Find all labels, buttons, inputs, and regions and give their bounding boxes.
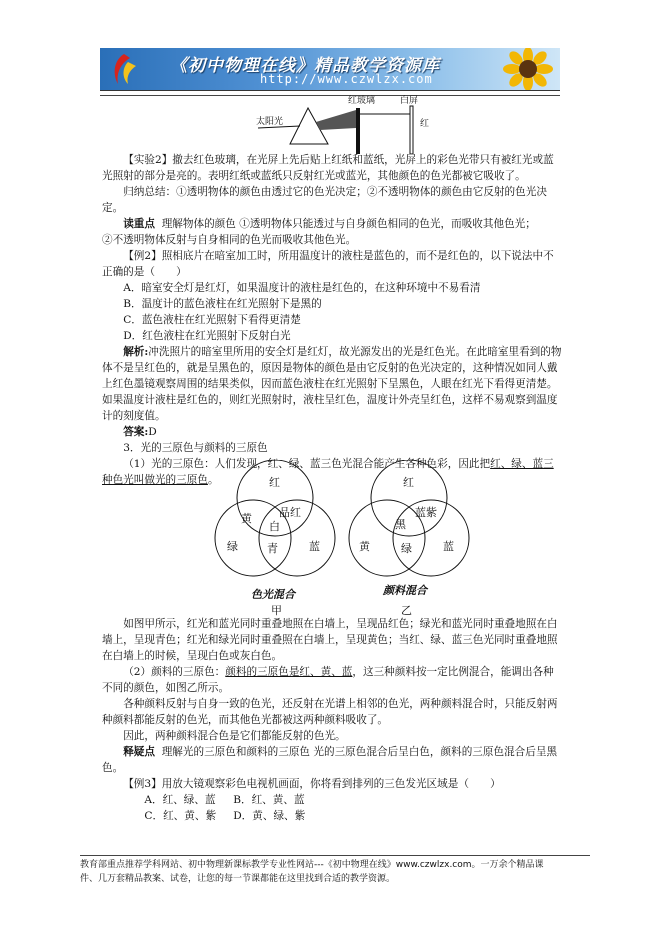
example-2-option-b: B．温度计的蓝色液柱在红光照射下是黑的	[123, 298, 322, 310]
sec3-p1-underlined: 红、绿、蓝三种色光叫做光的三原色	[102, 458, 554, 486]
venn-light-magenta: 品红	[279, 506, 301, 519]
key-point-2: ②不透明物体反射与自身相同的色光而吸收其他色光。	[102, 234, 357, 246]
venn-light-caption: 色光混合	[251, 588, 295, 601]
answer	[102, 424, 564, 440]
venn-pigment-caption: 颜料混合	[383, 584, 427, 597]
sec3-p1-post: 。	[207, 474, 219, 486]
explain-text: 理解光的三原色和颜料的三原色 光的三原色混合后呈白色，颜料的三原色混合后呈黑色。	[102, 746, 558, 774]
example-3-option-a: A．红、绿、蓝	[144, 794, 216, 806]
red-glass-plate	[356, 108, 360, 154]
figure-description: 如图甲所示，红光和蓝光同时重叠地照在白墙上，呈现品红色；绿光和蓝光同时重叠地照在白墙上，呈现青色；红光和绿光同时重叠照在白墙上，呈现黄色；当红、绿、蓝三色光同时重叠地照在白墙上的时候，呈现白色或灰白色。	[102, 618, 558, 662]
section-3-title: 3．光的三原色与颜料的三原色	[123, 442, 268, 454]
experiment-2: 【实验2】撤去红色玻璃，在光屏上先后贴上红纸和蓝纸，光屏上的彩色光带只有被红光或蓝光照射的部分是亮的。表明红纸或蓝纸只反射红光或蓝光，其他颜色的色光都被它吸收了。	[102, 154, 554, 182]
label-red-glass: 红玻璃	[348, 96, 376, 106]
example-3-option-d: D．黄、绿、紫	[233, 810, 306, 822]
venn-pigment-red: 红	[403, 476, 414, 489]
footer-line-1: 教育部重点推荐学科网站、初中物理新课标教学专业性网站---《初中物理在线》www.czwlzx.com。一万余个精品课	[80, 860, 544, 870]
example-2-option-a: A．暗室安全灯是红灯，如果温度计的液柱是红色的，在这种环境中不易看清	[123, 282, 481, 294]
key-label: 读重点	[123, 218, 155, 230]
sunflower-icon	[502, 48, 554, 90]
venn-pigment-black: 黑	[395, 518, 406, 531]
sec3-p2-post: ，这三种颜料按一定比例混合，能调出各种不同的颜色，如图乙所示。	[102, 666, 554, 694]
venn-pigment-green: 绿	[401, 542, 412, 555]
venn-pigment-yellow: 黄	[359, 540, 370, 553]
example-3-option-b: B．红、黄、蓝	[233, 794, 305, 806]
answer-value: D	[148, 426, 157, 438]
pigment-paragraph: 各种颜料反射与自身一致的色光，还反射在光谱上相邻的色光，两种颜料混合时，只能反射两种颜料都能反射的色光，而其他色光都被这两种颜料吸收了。	[102, 698, 558, 726]
venn-light-blue: 蓝	[309, 540, 320, 553]
white-screen	[410, 106, 413, 154]
label-white-screen: 白屏	[400, 96, 419, 106]
label-red: 红	[420, 119, 430, 129]
pigment-paragraph-2: 因此，两种颜料混合色是它们都能反射的色光。	[123, 730, 346, 742]
example-2-question: 【例2】照相底片在暗室加工时，所用温度计的液柱是蓝色的，而不是红色的，以下说法中不正确的是（ ）	[102, 250, 554, 278]
light-band	[316, 110, 356, 130]
venn-pigment-sublabel: 乙	[401, 604, 412, 617]
explain-label: 释疑点	[123, 746, 155, 758]
footer-line-2: 件、几万套精品教案、试卷，让您的每一节课都能在这里找到合适的教学资源。	[80, 874, 396, 884]
banner-title: 《初中物理在线》精品教学资源库	[170, 56, 440, 76]
venn-light-sublabel: 甲	[271, 604, 282, 617]
venn-light-yellow: 黄	[241, 512, 252, 525]
sec3-p2-underlined: 颜料的三原色是红、黄、蓝	[225, 666, 353, 678]
analysis-text: 冲洗照片的暗室里所用的安全灯是红灯，故光源发出的光是红色光。在此暗室里看到的物体不是呈红色的，就是呈黑色的，原因是物体的颜色是由它反射的色光决定的，这种情况如同人戴上红色墨镜观察周围的结果类似，因而蓝色液柱在红光照射下呈黑色，人眼在红光下看得更清楚。如果温度计液柱是红色的，则红光照射时，液柱呈红色，温度计外壳呈红色，这样不易观察到温度计的刻度值。	[102, 346, 562, 422]
example-2-option-d: D．红色液柱在红光照射下反射白光	[123, 330, 291, 342]
sec3-p1-pre: （1）光的三原色：人们发现，红、绿、蓝三色光混合能产生各种色彩，因此把	[123, 458, 491, 470]
example-2-option-c: C．蓝色液柱在红光照射下看得更清楚	[123, 314, 301, 326]
site-logo-icon	[104, 50, 144, 88]
venn-pigment-circle-yellow	[349, 500, 425, 576]
venn-light-red: 红	[269, 476, 280, 489]
example-3-options-row-2	[102, 808, 564, 824]
venn-light-cyan: 青	[267, 542, 278, 555]
page-footer	[80, 855, 590, 886]
venn-pigment-bluepurple: 蓝紫	[415, 506, 437, 519]
analysis-label: 解析:	[123, 346, 149, 358]
section-3-para-2	[102, 664, 564, 696]
summary: 归纳总结：①透明物体的颜色由透过它的色光决定；②不透明物体的颜色由它反射的色光决定。	[102, 186, 547, 214]
venn-pigment-circle-red	[371, 460, 447, 536]
example-3-option-c: C．红、黄、紫	[144, 810, 217, 822]
prism-figure	[228, 94, 448, 154]
example-3-options-row-1	[102, 792, 564, 808]
venn-light-green: 绿	[227, 540, 238, 553]
explain-point	[102, 744, 564, 776]
venn-figure	[205, 460, 485, 620]
key-point	[102, 216, 564, 232]
lower-text	[102, 616, 564, 824]
label-sunlight: 太阳光	[256, 117, 284, 127]
answer-label: 答案:	[123, 426, 149, 438]
key-text: 理解物体的颜色 ①透明物体只能透过与自身颜色相同的色光，而吸收其他色光；	[161, 218, 536, 230]
analysis	[102, 344, 564, 424]
upper-text	[102, 152, 564, 488]
sec3-p2-pre: （2）颜料的三原色：	[123, 666, 226, 678]
venn-light-white: 白	[269, 520, 280, 533]
header-banner	[100, 48, 560, 91]
example-3-question: 【例3】用放大镜观察彩色电视机画面，你将看到排列的三色发光区域是（ ）	[123, 778, 501, 790]
banner-url[interactable]: http://www.czwlzx.com	[260, 72, 433, 86]
venn-pigment-blue: 蓝	[443, 540, 454, 553]
